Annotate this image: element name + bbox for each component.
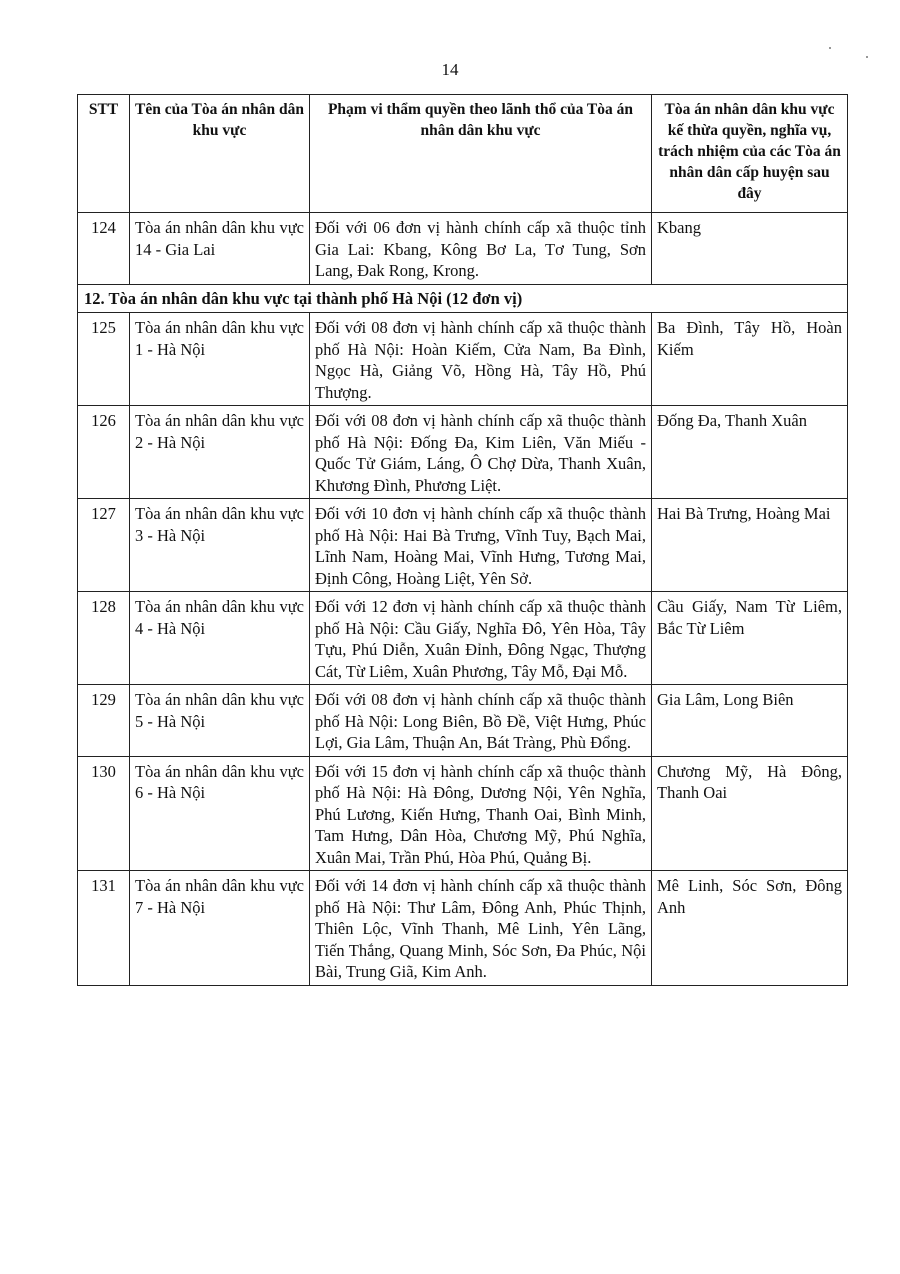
header-successor-courts: Tòa án nhân dân khu vực kế thừa quyền, nghĩa vụ, trách nhiệm của các Tòa án nhân dân cấp huyện sau đây <box>652 95 848 213</box>
scan-speck <box>866 56 868 58</box>
header-territorial-scope: Phạm vi thẩm quyền theo lãnh thổ của Tòa án nhân dân khu vực <box>310 95 652 213</box>
row-scope: Đối với 06 đơn vị hành chính cấp xã thuộc tỉnh Gia Lai: Kbang, Kông Bơ La, Tơ Tung, Sơn Lang, Đak Rong, Krong. <box>310 213 652 285</box>
row-court-name: Tòa án nhân dân khu vực 1 - Hà Nội <box>130 313 310 406</box>
row-successor: Mê Linh, Sóc Sơn, Đông Anh <box>652 871 848 986</box>
row-stt: 124 <box>78 213 130 285</box>
header-court-name: Tên của Tòa án nhân dân khu vực <box>130 95 310 213</box>
row-scope: Đối với 15 đơn vị hành chính cấp xã thuộc thành phố Hà Nội: Hà Đông, Dương Nội, Yên Nghĩa, Phú Lương, Kiến Hưng, Thanh Oai, Bình Minh, Tam Hưng, Dân Hòa, Chương Mỹ, Phú Nghĩa, Xuân Mai, Trần Phú, Hòa Phú, Quảng Bị. <box>310 756 652 871</box>
row-stt: 127 <box>78 499 130 592</box>
row-stt: 125 <box>78 313 130 406</box>
table-row <box>78 406 848 499</box>
header-stt: STT <box>78 95 130 213</box>
table-row <box>78 592 848 685</box>
row-stt: 130 <box>78 756 130 871</box>
row-court-name: Tòa án nhân dân khu vực 5 - Hà Nội <box>130 685 310 757</box>
row-stt: 126 <box>78 406 130 499</box>
table-row <box>78 756 848 871</box>
row-stt: 128 <box>78 592 130 685</box>
row-court-name: Tòa án nhân dân khu vực 7 - Hà Nội <box>130 871 310 986</box>
table-row <box>78 871 848 986</box>
row-successor: Cầu Giấy, Nam Từ Liêm, Bắc Từ Liêm <box>652 592 848 685</box>
row-scope: Đối với 12 đơn vị hành chính cấp xã thuộc thành phố Hà Nội: Cầu Giấy, Nghĩa Đô, Yên Hòa, Tây Tựu, Phú Diễn, Xuân Đỉnh, Đông Ngạc, Thượng Cát, Từ Liêm, Xuân Phương, Tây Mỗ, Đại Mỗ. <box>310 592 652 685</box>
row-stt: 129 <box>78 685 130 757</box>
court-jurisdiction-table <box>77 94 848 986</box>
row-successor: Đống Đa, Thanh Xuân <box>652 406 848 499</box>
table-row <box>78 499 848 592</box>
row-court-name: Tòa án nhân dân khu vực 6 - Hà Nội <box>130 756 310 871</box>
row-court-name: Tòa án nhân dân khu vực 2 - Hà Nội <box>130 406 310 499</box>
row-court-name: Tòa án nhân dân khu vực 3 - Hà Nội <box>130 499 310 592</box>
section-row <box>78 284 848 313</box>
row-scope: Đối với 08 đơn vị hành chính cấp xã thuộc thành phố Hà Nội: Đống Đa, Kim Liên, Văn Miếu - Quốc Tử Giám, Láng, Ô Chợ Dừa, Thanh Xuân, Khương Đình, Phương Liệt. <box>310 406 652 499</box>
row-successor: Chương Mỹ, Hà Đông, Thanh Oai <box>652 756 848 871</box>
row-successor: Gia Lâm, Long Biên <box>652 685 848 757</box>
table-row <box>78 213 848 285</box>
section-title: 12. Tòa án nhân dân khu vực tại thành phố Hà Nội (12 đơn vị) <box>78 284 848 313</box>
page-number: 14 <box>441 60 459 79</box>
row-successor: Ba Đình, Tây Hồ, Hoàn Kiếm <box>652 313 848 406</box>
row-scope: Đối với 10 đơn vị hành chính cấp xã thuộc thành phố Hà Nội: Hai Bà Trưng, Vĩnh Tuy, Bạch Mai, Lĩnh Nam, Hoàng Mai, Vĩnh Hưng, Tương Mai, Định Công, Hoàng Liệt, Yên Sở. <box>310 499 652 592</box>
row-stt: 131 <box>78 871 130 986</box>
table-row <box>78 313 848 406</box>
row-scope: Đối với 08 đơn vị hành chính cấp xã thuộc thành phố Hà Nội: Hoàn Kiếm, Cửa Nam, Ba Đình, Ngọc Hà, Giảng Võ, Hồng Hà, Tây Hồ, Phú Thượng. <box>310 313 652 406</box>
scan-speck <box>829 47 831 49</box>
table-row <box>78 685 848 757</box>
row-scope: Đối với 08 đơn vị hành chính cấp xã thuộc thành phố Hà Nội: Long Biên, Bồ Đề, Việt Hưng, Phúc Lợi, Gia Lâm, Thuận An, Bát Tràng, Phù Đổng. <box>310 685 652 757</box>
row-scope: Đối với 14 đơn vị hành chính cấp xã thuộc thành phố Hà Nội: Thư Lâm, Đông Anh, Phúc Thịnh, Thiên Lộc, Vĩnh Thanh, Mê Linh, Yên Lãng, Tiến Thắng, Quang Minh, Sóc Sơn, Đa Phúc, Nội Bài, Trung Giã, Kim Anh. <box>310 871 652 986</box>
row-court-name: Tòa án nhân dân khu vực 4 - Hà Nội <box>130 592 310 685</box>
row-successor: Hai Bà Trưng, Hoàng Mai <box>652 499 848 592</box>
table-header-row <box>78 95 848 213</box>
row-court-name: Tòa án nhân dân khu vực 14 - Gia Lai <box>130 213 310 285</box>
row-successor: Kbang <box>652 213 848 285</box>
